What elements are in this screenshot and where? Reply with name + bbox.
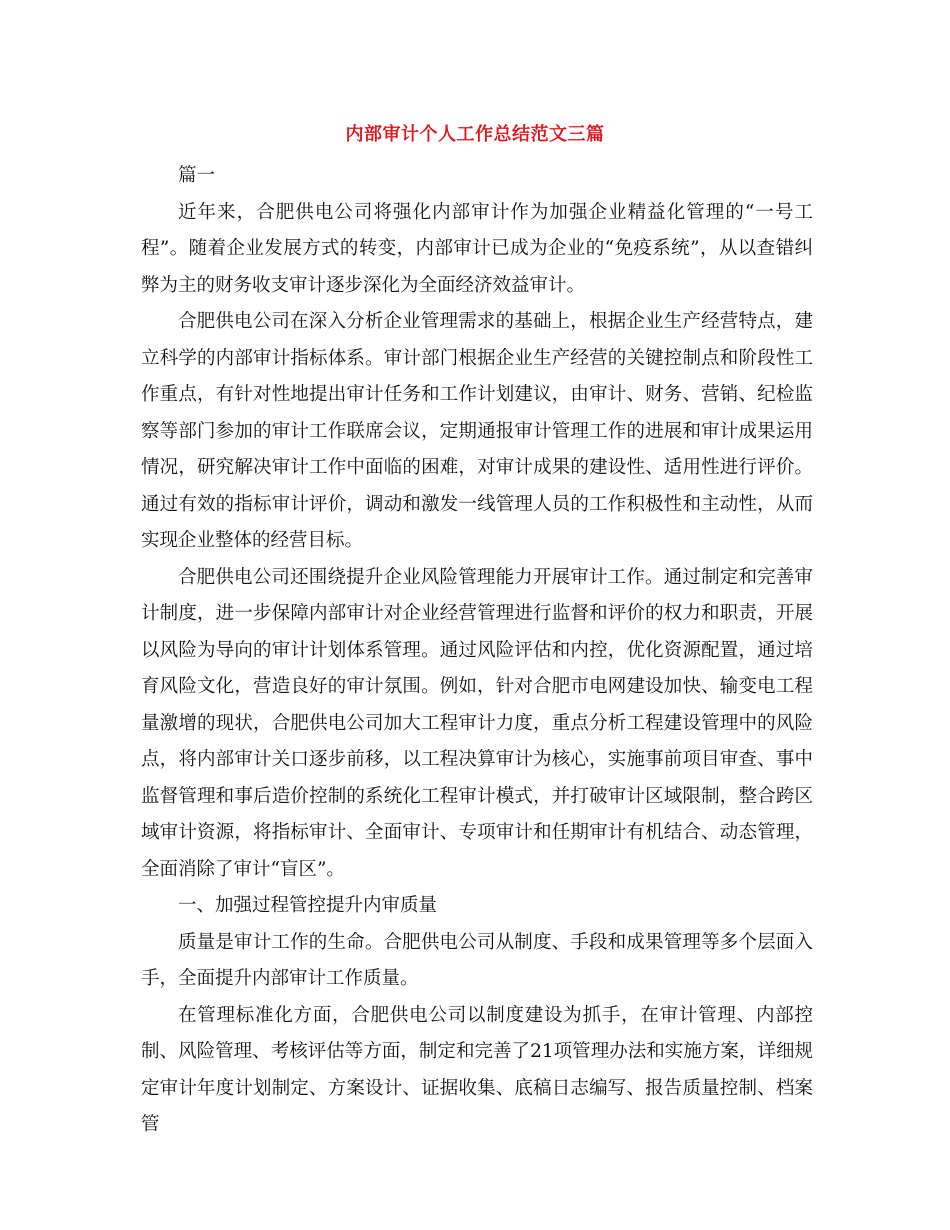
section-heading: 篇一 [178,165,216,186]
paragraph: 在管理标准化方面，合肥供电公司以制度建设为抓手，在审计管理、内部控制、风险管理、考核评估等方面，制定和完善了21项管理办法和实施方案，详细规定审计年度计划制定、方案设计、证据收集、底稿日志编写、报告质量控制、档案管 [141,1004,813,1135]
paragraph: 质量是审计工作的生命。合肥供电公司从制度、手段和成果管理等多个层面入手，全面提升内部审计工作质量。 [141,931,813,989]
document-title: 内部审计个人工作总结范文三篇 [345,124,605,145]
subsection-heading: 一、加强过程管控提升内审质量 [178,895,438,916]
document-body [141,158,813,1144]
paragraph: 近年来，合肥供电公司将强化内部审计作为加强企业精益化管理的“一号工程”。随着企业发展方式的转变，内部审计已成为企业的“免疫系统”，从以查错纠弊为主的财务收支审计逐步深化为全面经济效益审计。 [141,201,813,296]
paragraph: 合肥供电公司在深入分析企业管理需求的基础上，根据企业生产经营特点，建立科学的内部审计指标体系。审计部门根据企业生产经营的关键控制点和阶段性工作重点，有针对性地提出审计任务和工作计划建议，由审计、财务、营销、纪检监察等部门参加的审计工作联席会议，定期通报审计管理工作的进展和审计成果运用情况，研究解决审计工作中面临的困难，对审计成果的建设性、适用性进行评价。通过有效的指标审计评价，调动和激发一线管理人员的工作积极性和主动性，从而实现企业整体的经营目标。 [141,311,813,551]
paragraph: 合肥供电公司还围绕提升企业风险管理能力开展审计工作。通过制定和完善审计制度，进一步保障内部审计对企业经营管理进行监督和评价的权力和职责，开展以风险为导向的审计计划体系管理。通过风险评估和内控，优化资源配置，通过培育风险文化，营造良好的审计氛围。例如，针对合肥市电网建设加快、输变电工程量激增的现状，合肥供电公司加大工程审计力度，重点分析工程建设管理中的风险点，将内部审计关口逐步前移，以工程决算审计为核心，实施事前项目审查、事中监督管理和事后造价控制的系统化工程审计模式，并打破审计区域限制，整合跨区域审计资源，将指标审计、全面审计、专项审计和任期审计有机结合、动态管理，全面消除了审计“盲区”。 [141,566,813,880]
